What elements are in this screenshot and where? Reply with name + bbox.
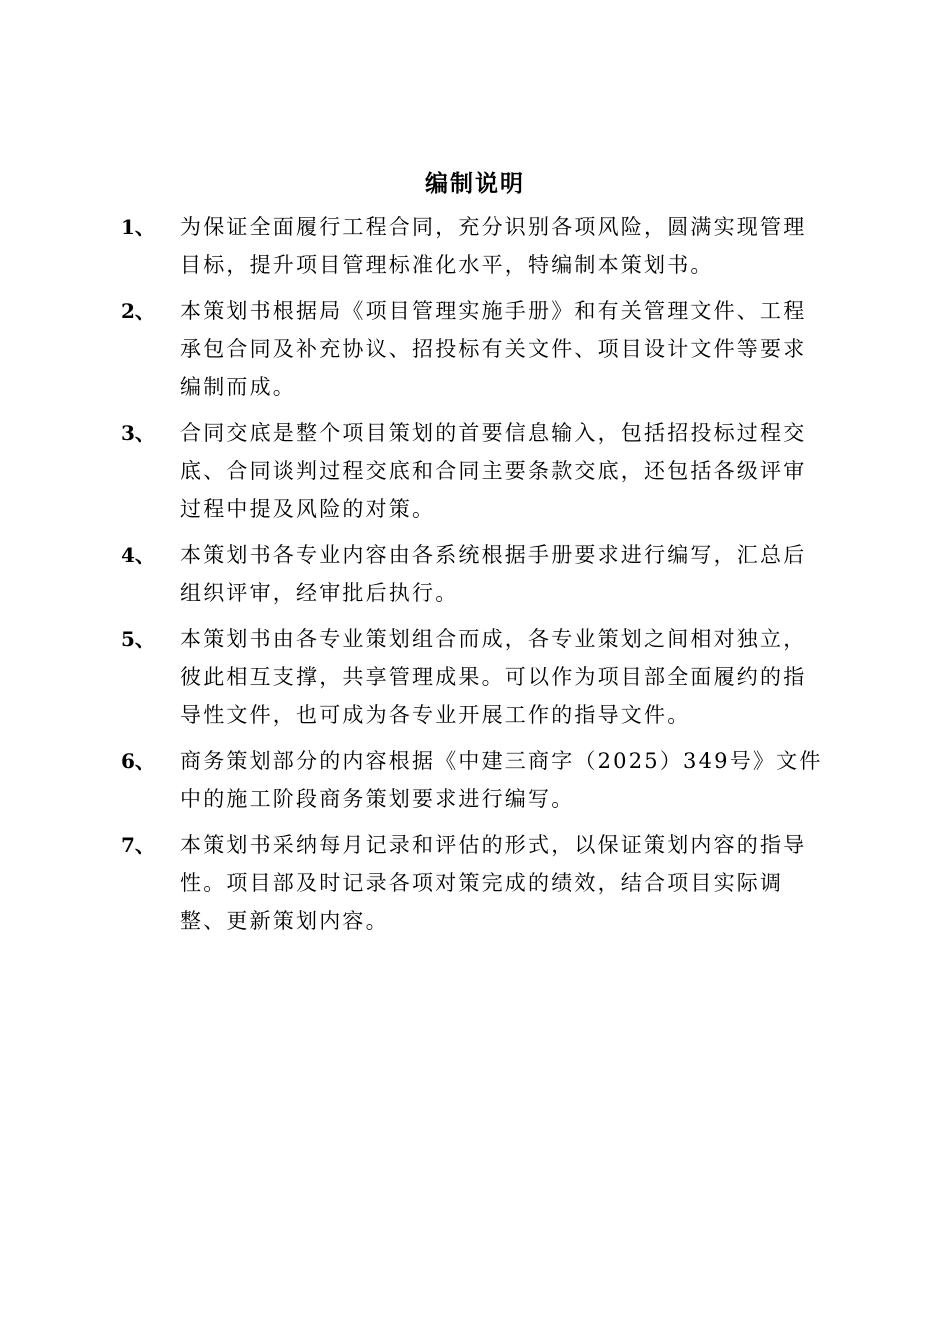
list-item-text: 商务策划部分的内容根据《中建三商字（2025）349号》文件中的施工阶段商务策划要求进行编写。	[180, 749, 823, 811]
list-item-number: 2、	[121, 299, 155, 323]
list-item-number: 6、	[121, 749, 155, 773]
list-item-number: 4、	[121, 543, 155, 567]
list-item-text: 合同交底是整个项目策划的首要信息输入，包括招投标过程交底、合同谈判过程交底和合同主要条款交底，还包括各级评审过程中提及风险的对策。	[180, 421, 807, 521]
list-item-number: 5、	[121, 627, 155, 651]
list-item-number: 1、	[121, 215, 155, 239]
list-item-number: 7、	[121, 833, 155, 857]
page-title: 编制说明	[425, 170, 525, 197]
list-item	[0, 414, 950, 528]
list-item-text: 本策划书各专业内容由各系统根据手册要求进行编写，汇总后组织评审，经审批后执行。	[180, 543, 807, 605]
list-item-number: 3、	[121, 421, 155, 445]
list-item-text: 本策划书由各专业策划组合而成，各专业策划之间相对独立，彼此相互支撑，共享管理成果。可以作为项目部全面履约的指导性文件，也可成为各专业开展工作的指导文件。	[180, 627, 807, 727]
list-item	[0, 742, 950, 818]
list-item	[0, 208, 950, 284]
list-item	[0, 826, 950, 940]
numbered-list	[0, 208, 950, 948]
list-item-text: 为保证全面履行工程合同，充分识别各项风险，圆满实现管理目标，提升项目管理标准化水平，特编制本策划书。	[180, 215, 807, 277]
list-item-text: 本策划书采纳每月记录和评估的形式，以保证策划内容的指导性。项目部及时记录各项对策完成的绩效，结合项目实际调整、更新策划内容。	[180, 833, 807, 933]
list-item	[0, 620, 950, 734]
list-item	[0, 292, 950, 406]
list-item-text: 本策划书根据局《项目管理实施手册》和有关管理文件、工程承包合同及补充协议、招投标有关文件、项目设计文件等要求编制而成。	[180, 299, 807, 399]
list-item	[0, 536, 950, 612]
